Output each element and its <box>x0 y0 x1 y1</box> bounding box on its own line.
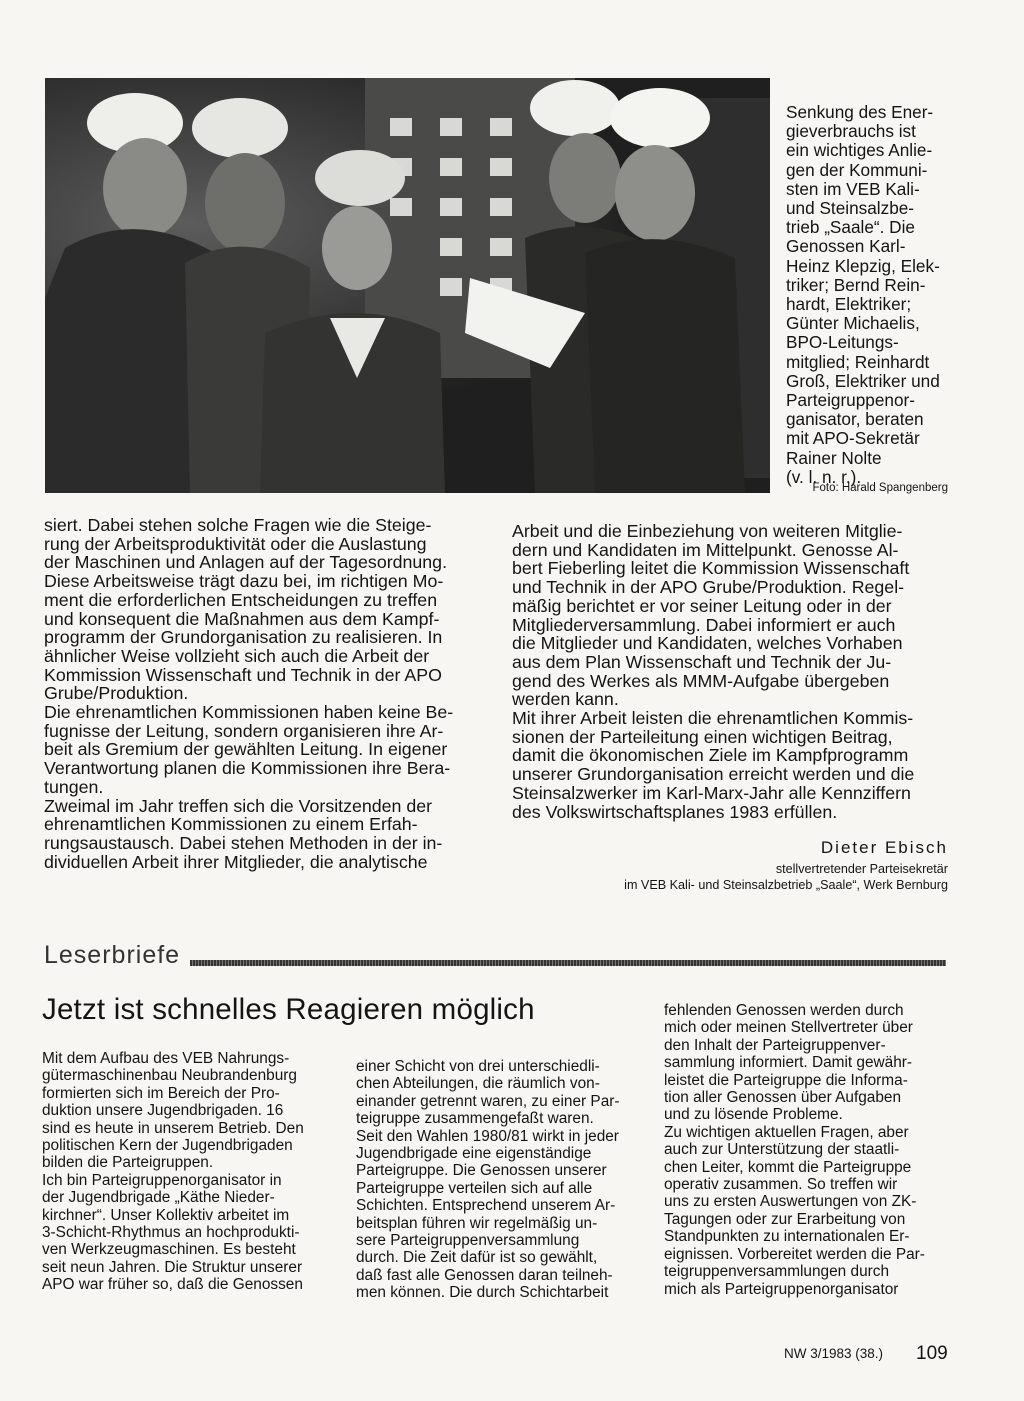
text-line: sionen der Parteileitung einen wichtigen Beitrag, <box>512 726 893 747</box>
text-line: eignissen. Vorbereitet werden die Par- <box>664 1245 925 1263</box>
text-line: Zweimal im Jahr treffen sich die Vorsitzenden der <box>44 795 433 816</box>
text-line: teigruppenversammlungen durch <box>664 1263 890 1281</box>
text-line: dern und Kandidaten im Mittelpunkt. Genosse Al- <box>512 539 899 560</box>
text-line: aus dem Plan Wissenschaft und Technik der Ju- <box>512 651 892 672</box>
text-line: chen Leiter, kommt die Parteigruppe <box>664 1158 912 1176</box>
text-line: dividuellen Arbeit ihrer Mitglieder, die analytische <box>44 851 428 872</box>
text-line: duktion unsere Jugendbrigaden. 16 <box>42 1102 284 1120</box>
caption-line: sten im VEB Kali- <box>786 178 920 199</box>
caption-line: Rainer Nolte <box>786 447 882 468</box>
text-line: werden kann. <box>512 689 619 710</box>
text-line: operativ zusammen. So treffen wir <box>664 1176 898 1194</box>
article-photo <box>45 78 770 493</box>
section-title: Leserbriefe <box>44 941 181 969</box>
text-line: sammlung informiert. Damit gewähr- <box>664 1054 913 1072</box>
text-line: siert. Dabei stehen solche Fragen wie die Steige- <box>44 515 432 535</box>
text-line: der Jugendbrigade „Käthe Nieder- <box>42 1189 275 1207</box>
text-line: beitsplan führen wir regelmäßig un- <box>356 1214 598 1232</box>
caption-line: Heinz Klepzig, Elek- <box>786 255 940 276</box>
article-column-1 <box>44 516 484 871</box>
text-line: Tagungen oder zur Erarbeitung von <box>664 1210 906 1228</box>
issue-label: NW 3/1983 (38.) <box>784 1346 884 1361</box>
text-line: den Inhalt der Parteigruppenver- <box>664 1036 886 1054</box>
text-line: rung der Arbeitsproduktivität oder die Auslastung <box>44 533 427 554</box>
text-line: Die ehrenamtlichen Kommissionen haben keine Be- <box>44 702 454 723</box>
text-line: einander getrennt waren, zu einer Par- <box>356 1092 620 1110</box>
text-line: Schichten. Entsprechend unserem Ar- <box>356 1197 616 1215</box>
text-line: und Technik in der APO Grube/Produktion. Regel- <box>512 577 905 598</box>
text-line: programm der Grundorganisation zu realisieren. In <box>44 627 443 648</box>
author-name: Dieter Ebisch <box>820 838 948 857</box>
page-number: 109 <box>916 1343 948 1364</box>
text-line: unserer Grundorganisation erreicht werden und die <box>512 764 915 785</box>
caption-line: hardt, Elektriker; <box>786 294 912 315</box>
photo-caption <box>786 103 958 487</box>
photo-illustration <box>45 78 770 493</box>
author-role-line: im VEB Kali- und Steinsalzbetrieb „Saale“, Werk Bernburg <box>624 877 948 892</box>
caption-line: Senkung des Ener- <box>786 102 934 122</box>
caption-line: Groß, Elektriker und <box>786 370 940 391</box>
text-line: beit als Gremium der gewählten Leitung. In eigener <box>44 739 448 760</box>
text-line: daß fast alle Genossen daran teilneh- <box>356 1266 613 1284</box>
text-line: formierten sich im Bereich der Pro- <box>42 1084 280 1102</box>
text-line: Arbeit und die Einbeziehung von weiteren Mitglie- <box>512 521 903 541</box>
text-line: Ich bin Parteigruppenorganisator in <box>42 1171 282 1189</box>
section-rule <box>190 960 946 966</box>
text-line: einer Schicht von drei unterschiedli- <box>356 1058 600 1075</box>
photo-credit: Foto: Harald Spangenberg <box>812 482 948 494</box>
text-line: durch. Die Zeit dafür ist so gewählt, <box>356 1249 598 1267</box>
text-line: ment die erforderlichen Entscheidungen zu treffen <box>44 589 438 610</box>
text-line: ehrenamtlichen Kommissionen zu einem Erfah- <box>44 814 418 835</box>
caption-line: trieb „Saale“. Die <box>786 217 915 238</box>
text-line: bilden die Parteigruppen. <box>42 1154 214 1172</box>
text-line: 3-Schicht-Rhythmus an hochprodukti- <box>42 1224 300 1242</box>
text-line: kirchner“. Unser Kollektiv arbeitet im <box>42 1206 290 1224</box>
text-line: mich als Parteigruppenorganisator <box>664 1280 899 1298</box>
caption-line: triker; Bernd Rein- <box>786 274 926 295</box>
text-line: teigruppe zusammengefaßt waren. <box>356 1110 594 1128</box>
text-line: des Volkswirtschaftsplanes 1983 erfüllen. <box>512 801 838 822</box>
text-line: Diese Arbeitsweise trägt dazu bei, im richtigen Mo- <box>44 571 444 592</box>
caption-line: ganisator, beraten <box>786 409 924 430</box>
caption-line: mit APO-Sekretär <box>786 428 920 449</box>
text-line: bert Fieberling leitet die Kommission Wissenschaft <box>512 558 910 579</box>
text-line: uns zu ersten Auswertungen von ZK- <box>664 1193 917 1211</box>
text-line: men können. Die durch Schichtarbeit <box>356 1284 609 1302</box>
letter-column-2 <box>356 1058 641 1302</box>
text-line: mäßig berichtet er vor seiner Leitung oder in der <box>512 595 892 616</box>
text-line: Verantwortung planen die Kommissionen ihre Bera- <box>44 758 451 779</box>
text-line: sere Parteigruppenversammlung <box>356 1232 580 1250</box>
text-line: Jugendbrigade eine eigenständige <box>356 1145 592 1163</box>
caption-line: Genossen Karl- <box>786 236 906 257</box>
text-line: gütermaschinenbau Neubrandenburg <box>42 1067 297 1085</box>
text-line: sind es heute in unserem Betrieb. Den <box>42 1119 304 1137</box>
text-line: Zu wichtigen aktuellen Fragen, aber <box>664 1123 909 1141</box>
text-line: tungen. <box>44 776 104 797</box>
caption-line: mitglied; Reinhardt <box>786 351 930 372</box>
text-line: Seit den Wahlen 1980/81 wirkt in jeder <box>356 1127 619 1145</box>
text-line: Kommission Wissenschaft und Technik in der APO <box>44 664 442 685</box>
text-line: Standpunkten zu internationalen Er- <box>664 1228 910 1246</box>
letter-column-1 <box>42 1050 327 1294</box>
text-line: und zu lösende Probleme. <box>664 1106 843 1124</box>
text-line: ven Werkzeugmaschinen. Es besteht <box>42 1241 296 1259</box>
author-role-line: stellvertretender Parteisekretär <box>775 862 948 876</box>
text-line: APO war früher so, daß die Genossen <box>42 1276 303 1294</box>
text-line: auch zur Unterstützung der staatli- <box>664 1141 900 1159</box>
text-line: fehlenden Genossen werden durch <box>664 1002 904 1019</box>
text-line: Mit dem Aufbau des VEB Nahrungs- <box>42 1050 290 1067</box>
text-line: seit neun Jahren. Die Struktur unserer <box>42 1258 303 1276</box>
text-line: mich oder meinen Stellvertreter über <box>664 1019 913 1037</box>
text-line: chen Abteilungen, die räumlich von- <box>356 1075 600 1093</box>
text-line: damit die ökonomischen Ziele im Kampfprogramm <box>512 745 909 766</box>
text-line: Steinsalzwerker im Karl-Marx-Jahr alle Kennziffern <box>512 782 911 803</box>
caption-line: BPO-Leitungs- <box>786 332 899 353</box>
caption-line: Parteigruppenor- <box>786 390 915 411</box>
letter-column-3 <box>664 1002 949 1298</box>
text-line: die Mitglieder und Kandidaten, welches Vorhaben <box>512 633 903 654</box>
text-line: ähnlicher Weise vollzieht sich auch die Arbeit der <box>44 645 430 666</box>
text-line: Parteigruppe. Die Genossen unserer <box>356 1162 607 1180</box>
text-line: rungsaustausch. Dabei stehen Methoden in der in- <box>44 832 443 853</box>
text-line: tion aller Genossen über Aufgaben <box>664 1089 902 1107</box>
article-column-2 <box>512 522 952 821</box>
text-line: Mit ihrer Arbeit leisten die ehrenamtlichen Kommis- <box>512 708 914 729</box>
caption-line: (v. l. n. r.). <box>786 466 862 487</box>
text-line: fugnisse der Leitung, sondern organisieren ihre Ar- <box>44 720 444 741</box>
text-line: Parteigruppe verteilen sich auf alle <box>356 1179 593 1197</box>
caption-line: und Steinsalzbe- <box>786 198 915 219</box>
caption-line: Günter Michaelis, <box>786 313 920 334</box>
text-line: politischen Kern der Jugendbrigaden <box>42 1137 293 1155</box>
caption-line: ein wichtiges Anlie- <box>786 140 933 161</box>
text-line: und konsequent die Maßnahmen aus dem Kampf- <box>44 608 440 629</box>
text-line: Mitgliederversammlung. Dabei informiert er auch <box>512 614 896 635</box>
text-line: leistet die Parteigruppe die Informa- <box>664 1071 908 1089</box>
caption-line: gieverbrauchs ist <box>786 121 916 142</box>
text-line: Grube/Produktion. <box>44 683 189 704</box>
text-line: der Maschinen und Anlagen auf der Tagesordnung. <box>44 552 448 573</box>
caption-line: gen der Kommuni- <box>786 159 928 180</box>
author-role <box>560 862 948 893</box>
letter-headline: Jetzt ist schnelles Reagieren möglich <box>42 993 535 1026</box>
text-line: gend des Werkes als MMM-Aufgabe übergeben <box>512 670 890 691</box>
